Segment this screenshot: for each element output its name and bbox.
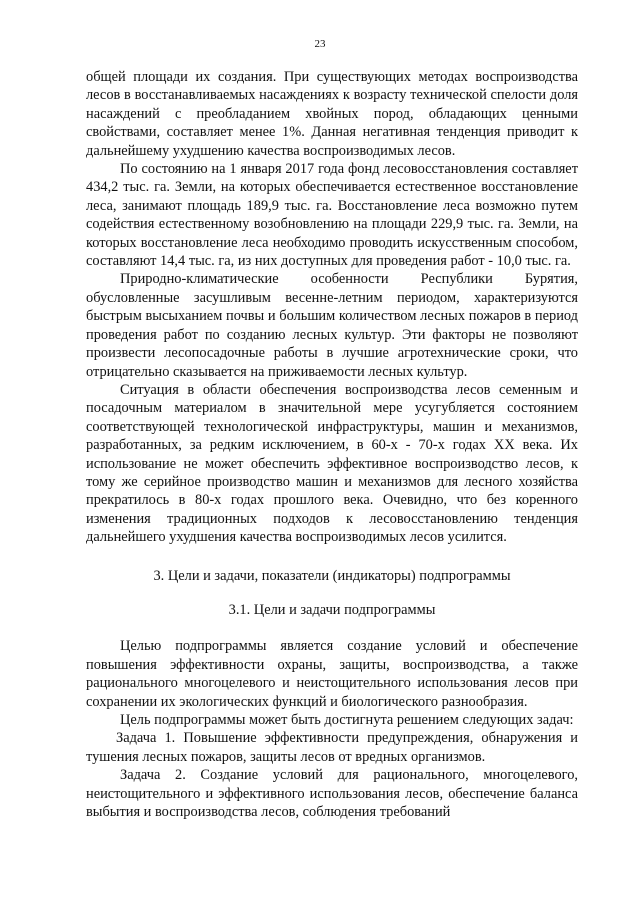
tasks-intro-paragraph: Цель подпрограммы может быть достигнута решением следующих задач: [120, 712, 574, 728]
paragraph-2: По состоянию на 1 января 2017 года фонд лесовосстановления составляет 434,2 тыс. га. Земли, на которых обеспечивается естественное восстановление леса, занимают площадь 189,9 тыс. га. Восстановление леса возможно путем содействия естественному возобновлению на площади 229,9 тыс. га. Земли, на которых восстановление леса необходимо проводить искусственным способом, составляют 14,4 тыс. га, из них доступных для проведения работ - 10,0 тыс. га. [86, 161, 578, 270]
paragraph-3: Природно-климатические особенности Республики Бурятия, обусловленные засушливым весенне-летним периодом, характеризуются быстрым высыханием почвы и большим количеством лесных пожаров в период проведения работ по созданию лесных культур. Эти факторы не позволяют произвести лесопосадочные работы в лучшие агротехнические сроки, что отрицательно сказывается на приживаемости лесных культур. [86, 271, 578, 380]
task-1-paragraph: Задача 1. Повышение эффективности предупреждения, обнаружения и тушения лесных пожаров, защиты лесов от вредных организмов. [86, 730, 578, 765]
subsection-heading: 3.1. Цели и задачи подпрограммы [228, 601, 436, 618]
paragraph-4: Ситуация в области обеспечения воспроизводства лесов семенным и посадочным материалом в значительной мере усугубляется состоянием соответствующей технологической инфраструктуры, машин и механизмов, разработанных, за редким исключением, в 60-х - 70-х годах XX века. Их использование не может обеспечить эффективное воспроизводство лесов, к тому же серийное производство машин и механизмов для лесного хозяйства прекратилось в 80-х годах прошлого века. Очевидно, что без коренного изменения традиционных подходов к лесовосстановлению тенденция дальнейшего ухудшения качества воспроизводимых лесов усилится. [86, 381, 578, 546]
paragraph-1: общей площади их создания. При существующих методах воспроизводства лесов в восстанавливаемых насаждениях к возрасту технической спелости доля насаждений с преобладанием хвойных пород, обладающих ценными свойствами, составляет менее 1%. Данная негативная тенденция приводит к дальнейшему ухудшению качества воспроизводимых лесов. [86, 69, 578, 159]
section-heading: 3. Цели и задачи, показатели (индикаторы) подпрограммы [153, 567, 511, 584]
task-2-paragraph: Задача 2. Создание условий для рационального, многоцелевого, неистощительного и эффективного использования лесов, обеспечение баланса выбытия и воспроизводства лесов, соблюдения требований [86, 767, 578, 821]
page-number: 23 [314, 38, 326, 50]
document-body [86, 68, 578, 821]
goal-paragraph: Целью подпрограммы является создание условий и обеспечение повышения эффективности охраны, защиты, воспроизводства, а также рационального многоцелевого и неистощительного использования лесов при сохранении их экологических функций и биологического разнообразия. [86, 638, 578, 710]
